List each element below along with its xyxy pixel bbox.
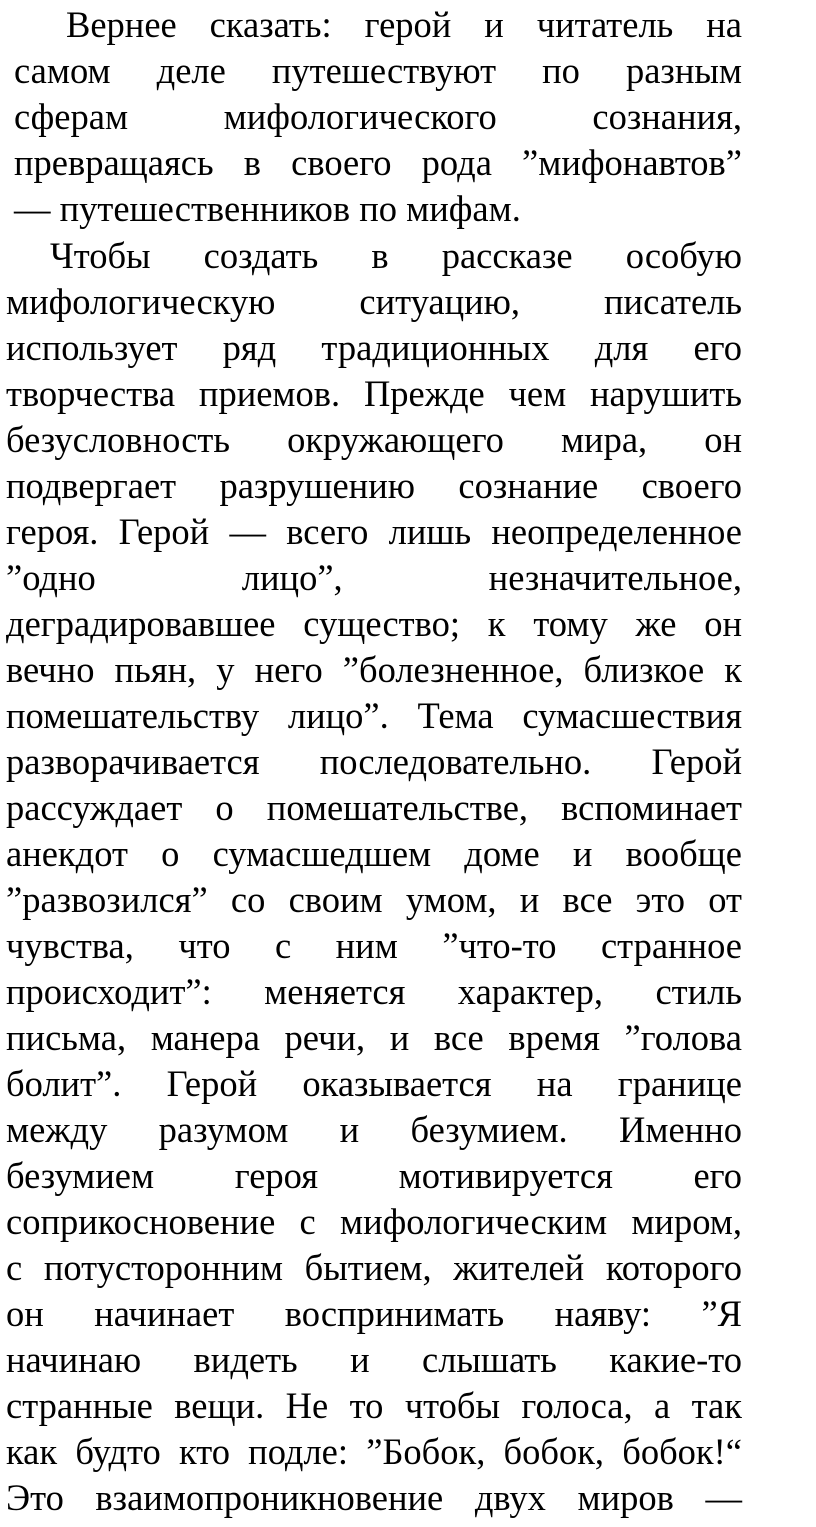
paragraph-2-line-14: анекдот о сумасшедшем доме и вообще: [6, 833, 742, 874]
paragraph-2-line-27: как будто кто подле: ”Бобок, бобок, бобок!“: [6, 1431, 742, 1472]
paragraph-2-line-10: вечно пьян, у него ”болезненное, близкое к: [6, 649, 742, 690]
paragraph-2-line-13: рассуждает о помешательстве, вспоминает: [6, 787, 742, 828]
paragraph-2-line-17: происходит”: меняется характер, стиль: [6, 971, 742, 1012]
paragraph-2-line-19: болит”. Герой оказывается на границе: [6, 1063, 742, 1104]
paragraph-2-line-5: безусловность окружающего мира, он: [6, 419, 742, 460]
paragraph-2-line-26: странные вещи. Не то чтобы голоса, а так: [6, 1385, 742, 1426]
paragraph-2-line-28: Это взаимопроникновение двух миров —: [6, 1477, 742, 1518]
paragraph-2-line-20: между разумом и безумием. Именно: [6, 1109, 742, 1150]
paragraph-2-line-1: Чтобы создать в рассказе особую: [50, 235, 742, 276]
paragraph-2-line-16: чувства, что с ним ”что-то странное: [6, 925, 742, 966]
paragraph-1-line-5: — путешественников по мифам.: [14, 188, 521, 229]
paragraph-2-line-2: мифологическую ситуацию, писатель: [6, 281, 742, 322]
paragraph-1-line-3: сферам мифологического сознания,: [14, 96, 742, 137]
paragraph-2-line-4: творчества приемов. Прежде чем нарушить: [6, 373, 742, 414]
paragraph-1-line-4: превращаясь в своего рода ”мифонавтов”: [14, 142, 742, 183]
paragraph-1-line-2: самом деле путешествуют по разным: [14, 50, 742, 91]
paragraph-2-line-23: с потусторонним бытием, жителей которого: [6, 1247, 742, 1288]
paragraph-2-line-18: письма, манера речи, и все время ”голова: [6, 1017, 742, 1058]
paragraph-2-line-12: разворачивается последовательно. Герой: [6, 741, 742, 782]
paragraph-2-line-8: ”одно лицо”, незначительное,: [6, 557, 742, 598]
paragraph-2-line-15: ”развозился” со своим умом, и все это от: [6, 879, 742, 920]
paragraph-2-line-25: начинаю видеть и слышать какие-то: [6, 1339, 742, 1380]
paragraph-2-line-24: он начинает воспринимать наяву: ”Я: [6, 1293, 742, 1334]
paragraph-1-line-1: Вернее сказать: герой и читатель на: [66, 4, 742, 45]
paragraph-2-line-3: использует ряд традиционных для его: [6, 327, 742, 368]
paragraph-2-line-11: помешательству лицо”. Тема сумасшествия: [6, 695, 742, 736]
paragraph-2-line-22: соприкосновение с мифологическим миром,: [6, 1201, 742, 1242]
paragraph-2-line-7: героя. Герой — всего лишь неопределенное: [6, 511, 742, 552]
paragraph-2-line-6: подвергает разрушению сознание своего: [6, 465, 742, 506]
paragraph-2-line-21: безумием героя мотивируется его: [6, 1155, 742, 1196]
paragraph-2-line-9: деградировавшее существо; к тому же он: [6, 603, 742, 644]
